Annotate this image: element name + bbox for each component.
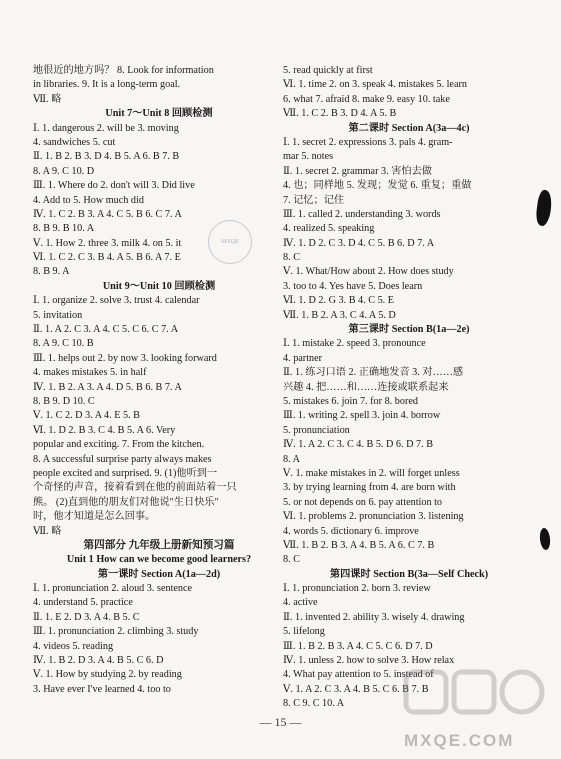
right-answer-line: Ⅵ. 1. problems 2. pronunciation 3. listening xyxy=(283,511,464,523)
left-answer-line: Ⅶ. 略 xyxy=(33,525,62,537)
right-answer-line: 3. by trying learning from 4. are born with xyxy=(283,482,456,494)
left-answer-line: 熊。 (2)直到他的朋友们对他说"生日快乐" xyxy=(33,496,219,508)
right-answer-line: 5. pronunciation xyxy=(283,424,350,436)
right-answer-line: Ⅰ. 1. mistake 2. speed 3. pronounce xyxy=(283,338,426,350)
right-answer-line: 4. active xyxy=(283,597,318,609)
left-answer-line: Ⅲ. 1. Where do 2. don't will 3. Did live xyxy=(33,180,195,192)
right-answer-line: Ⅱ. 1. 练习口语 2. 正确地发音 3. 对……感 xyxy=(283,367,464,379)
left-answer-line: Ⅲ. 1. helps out 2. by now 3. looking forward xyxy=(33,352,217,364)
left-answer-line: 3. Have ever I've learned 4. too to xyxy=(33,683,171,695)
right-answer-line: Ⅳ. 1. unless 2. how to solve 3. How relax xyxy=(283,655,455,667)
left-answer-line: 时，他才知道是怎么回事。 xyxy=(33,511,156,523)
right-answer-line: mar 5. notes xyxy=(283,151,334,163)
left-answer-line: Ⅱ. 1. A 2. C 3. A 4. C 5. C 6. C 7. A xyxy=(33,324,179,336)
ink-blot xyxy=(535,189,554,227)
right-column xyxy=(283,64,535,712)
watermark-text: MXQE.COM xyxy=(404,731,515,750)
stamp-mark: MXQE xyxy=(208,220,252,264)
left-answer-line: 8. B 9. A xyxy=(33,266,70,278)
left-answer-line: in libraries. 9. It is a long-term goal. xyxy=(33,79,181,91)
right-answer-line: Ⅰ. 1. pronunciation 2. born 3. review xyxy=(283,583,431,595)
right-answer-line: 4. partner xyxy=(283,352,323,364)
left-answer-line: Ⅱ. 1. B 2. B 3. D 4. B 5. A 6. B 7. B xyxy=(33,151,180,163)
right-answer-line: 5. or not depends on 6. pay attention to xyxy=(283,496,443,508)
left-answer-line: Ⅳ. 1. C 2. B 3. A 4. C 5. B 6. C 7. A xyxy=(33,208,182,220)
right-answer-line: Ⅲ. 1. called 2. understanding 3. words xyxy=(283,208,441,220)
right-answer-line: Ⅱ. 1. invented 2. ability 3. wisely 4. drawing xyxy=(283,611,465,623)
left-answer-line: 个奇怪的声音，接着看到在他的前面站着一只 xyxy=(33,482,237,494)
right-answer-line: 5. read quickly at first xyxy=(283,65,373,76)
left-answer-line: 4. sandwiches 5. cut xyxy=(33,136,116,148)
left-answer-line: Ⅴ. 1. How by studying 2. by reading xyxy=(33,669,182,681)
right-answer-line: Ⅲ. 1. B 2. B 3. A 4. C 5. C 6. D 7. D xyxy=(283,640,433,652)
left-answer-line: Ⅰ. 1. dangerous 2. will be 3. moving xyxy=(33,122,179,134)
left-answer-line: 5. invitation xyxy=(33,309,83,321)
left-answer-line: 地很近的地方吗？ 8. Look for information xyxy=(33,65,214,76)
right-answer-line: 4. 也；同样地 5. 发现；发觉 6. 重复；重做 xyxy=(283,180,472,192)
right-answer-line: Ⅴ. 1. What/How about 2. How does study xyxy=(283,266,454,278)
left-answer-line: Ⅵ. 1. D 2. B 3. C 4. B 5. A 6. Very xyxy=(33,424,176,436)
ink-blot-small xyxy=(539,528,551,551)
left-answer-line: 8. B 9. D 10. C xyxy=(33,395,95,407)
right-answer-line: 兴趣 4. 把……和……连接或联系起来 xyxy=(283,381,449,393)
right-answer-line: 5. mistakes 6. join 7. for 8. bored xyxy=(283,395,418,407)
right-answer-line: Ⅶ. 1. B 2. A 3. C 4. A 5. D xyxy=(283,309,396,321)
right-answer-line: Ⅵ. 1. time 2. on 3. speak 4. mistakes 5. learn xyxy=(283,79,467,91)
left-answer-line: Ⅶ. 略 xyxy=(33,93,62,105)
left-answer-line: Ⅲ. 1. pronunciation 2. climbing 3. study xyxy=(33,626,199,638)
right-heading: 第二课时 Section A(3a—4c) xyxy=(348,122,470,134)
left-heading: 第一课时 Section A(1a—2d) xyxy=(97,568,221,580)
left-answer-line: 8. A successful surprise party always makes xyxy=(33,453,212,465)
right-answer-line: 8. C 9. C 10. A xyxy=(283,698,345,710)
right-answer-line: Ⅲ. 1. writing 2. spell 3. join 4. borrow xyxy=(283,410,441,422)
right-answer-line: 4. realized 5. speaking xyxy=(283,223,375,235)
left-answer-line: Ⅵ. 1. C 2. C 3. B 4. A 5. B 6. A 7. E xyxy=(33,252,181,264)
right-answer-line: 8. A xyxy=(283,453,300,465)
left-heading: Unit 9～Unit 10 回顾检测 xyxy=(102,280,216,292)
left-heading: Unit 7～Unit 8 回顾检测 xyxy=(105,108,213,120)
right-answer-line: 8. C xyxy=(283,554,300,566)
left-answer-line: Ⅴ. 1. How 2. three 3. milk 4. on 5. it xyxy=(33,237,182,249)
left-answer-line: Ⅱ. 1. E 2. D 3. A 4. B 5. C xyxy=(33,611,140,623)
left-answer-line: 8. B 9. B 10. A xyxy=(33,223,95,235)
right-answer-line: Ⅶ. 1. C 2. B 3. D 4. A 5. B xyxy=(283,108,397,120)
right-answer-line: Ⅶ. 1. B 2. B 3. A 4. B 5. A 6. C 7. B xyxy=(283,539,435,551)
right-answer-line: Ⅱ. 1. secret 2. grammar 3. 害怕去做 xyxy=(283,165,432,177)
right-heading: 第三课时 Section B(1a—2e) xyxy=(348,324,470,336)
right-answer-line: 3. too to 4. Yes have 5. Does learn xyxy=(283,280,423,292)
left-answer-line: Ⅳ. 1. B 2. D 3. A 4. B 5. C 6. D xyxy=(33,655,164,667)
left-answer-line: 4. videos 5. reading xyxy=(33,640,114,652)
right-answer-line: 5. lifelong xyxy=(283,626,325,638)
right-answer-line: 4. What pay attention to 5. instead of xyxy=(283,669,434,681)
left-answer-line: 4. understand 5. practice xyxy=(33,597,133,609)
left-answer-line: 8. A 9. C 10. D xyxy=(33,165,95,177)
right-answer-line: Ⅰ. 1. secret 2. expressions 3. pals 4. gram- xyxy=(283,136,453,148)
left-answer-line: people excited and surprised. 9. (1)他听到一 xyxy=(33,467,218,479)
left-answer-line: 4. makes mistakes 5. in half xyxy=(33,367,147,379)
left-answer-line: 4. Add to 5. How much did xyxy=(33,194,144,206)
right-answer-line: Ⅵ. 1. D 2. G 3. B 4. C 5. E xyxy=(283,295,394,307)
right-answer-line: 4. words 5. dictionary 6. improve xyxy=(283,525,419,537)
right-answer-line: Ⅳ. 1. A 2. C 3. C 4. B 5. D 6. D 7. B xyxy=(283,439,433,451)
left-heading: 第四部分 九年级上册新知预习篇 xyxy=(83,539,235,551)
left-answer-line: Ⅳ. 1. B 2. A 3. A 4. D 5. B 6. B 7. A xyxy=(33,381,182,393)
right-answer-line: 7. 记忆；记住 xyxy=(283,194,345,206)
right-answer-line: 6. what 7. afraid 8. make 9. easy 10. take xyxy=(283,93,450,105)
right-heading: 第四课时 Section B(3a—Self Check) xyxy=(329,568,489,580)
left-answer-line: popular and exciting. 7. From the kitchen. xyxy=(33,439,205,451)
left-column xyxy=(33,64,285,697)
right-answer-line: Ⅳ. 1. D 2. C 3. D 4. C 5. B 6. D 7. A xyxy=(283,237,435,249)
left-answer-line: Ⅰ. 1. organize 2. solve 3. trust 4. calendar xyxy=(33,295,200,307)
right-answer-line: Ⅴ. 1. A 2. C 3. A 4. B 5. C 6. B 7. B xyxy=(283,683,429,695)
right-answer-line: Ⅴ. 1. make mistakes in 2. will forget unless xyxy=(283,467,460,479)
left-answer-line: Ⅰ. 1. pronunciation 2. aloud 3. sentence xyxy=(33,583,193,595)
left-answer-line: 8. A 9. C 10. B xyxy=(33,338,94,350)
right-answer-line: 8. C xyxy=(283,252,300,264)
left-answer-line: Ⅴ. 1. C 2. D 3. A 4. E 5. B xyxy=(33,410,140,422)
page-number: — 15 — xyxy=(259,715,302,729)
left-heading: Unit 1 How can we become good learners? xyxy=(66,554,252,566)
